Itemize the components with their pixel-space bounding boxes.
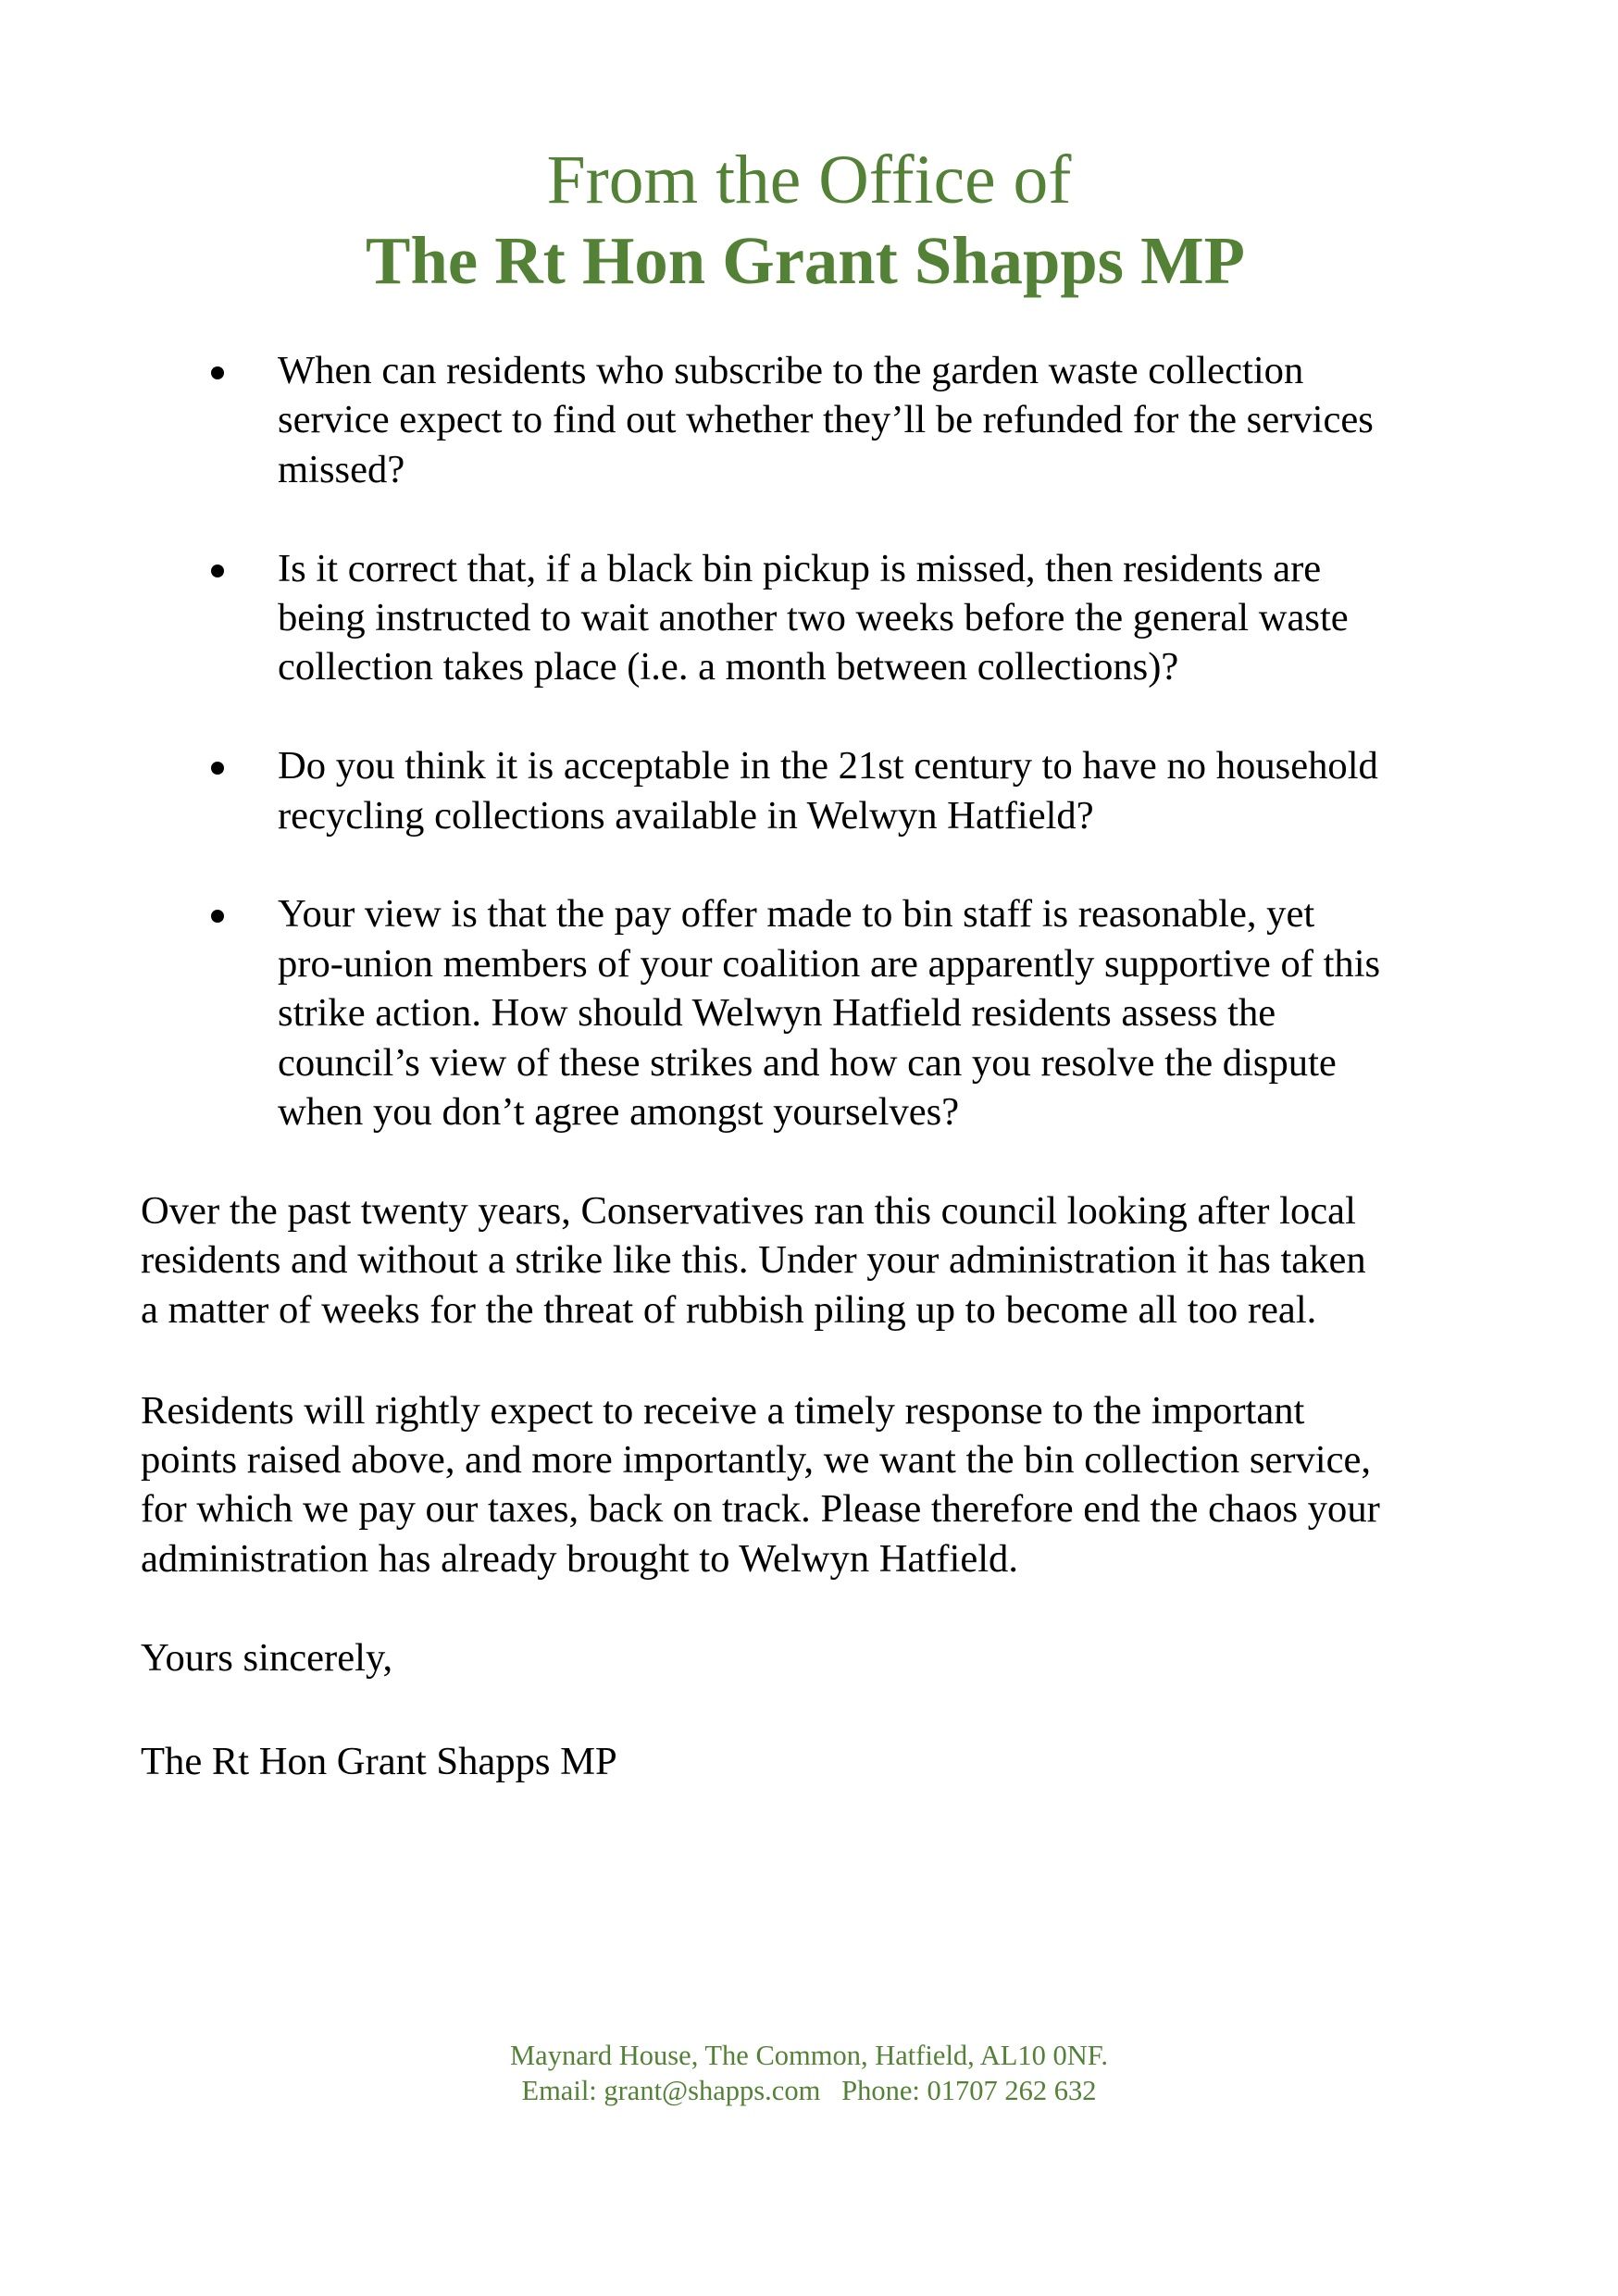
- text-line: points raised above, and more importantly, we want the bin collection service,: [141, 1438, 1372, 1482]
- bullet-icon: [211, 910, 224, 923]
- bullet-text: [278, 741, 1378, 840]
- bullet-icon: [211, 565, 224, 577]
- text-line: a matter of weeks for the threat of rubbish piling up to become all too real.: [141, 1287, 1317, 1332]
- bullet-text: [278, 544, 1349, 692]
- text-line: residents and without a strike like this. Under your administration it has taken: [141, 1238, 1366, 1283]
- header-from-office: From the Office of: [546, 142, 1072, 218]
- text-line: pro-union members of your coalition are apparently supportive of this: [278, 941, 1381, 986]
- text-line: strike action. How should Welwyn Hatfield residents assess the: [278, 991, 1276, 1036]
- bullet-icon: [211, 366, 224, 379]
- closing-salutation: Yours sincerely,: [141, 1636, 393, 1680]
- text-line: for which we pay our taxes, back on track. Please therefore end the chaos your: [141, 1487, 1380, 1532]
- header-mp-name: The Rt Hon Grant Shapps MP: [366, 223, 1245, 298]
- bullet-icon: [211, 762, 224, 775]
- text-line: service expect to find out whether they’ll be refunded for the services: [278, 398, 1374, 442]
- text-line: recycling collections available in Welwyn Hatfield?: [278, 793, 1094, 838]
- text-line: Over the past twenty years, Conservatives ran this council looking after local: [141, 1189, 1356, 1233]
- text-line: missed?: [278, 447, 405, 491]
- signature-name: The Rt Hon Grant Shapps MP: [141, 1740, 617, 1783]
- footer-address: Maynard House, The Common, Hatfield, AL10 0NF.: [510, 2040, 1108, 2071]
- body-paragraph-1: [141, 1186, 1366, 1334]
- text-line: Your view is that the pay offer made to bin staff is reasonable, yet: [278, 892, 1315, 937]
- text-line: Residents will rightly expect to receive a timely response to the important: [141, 1388, 1305, 1433]
- footer-email-phone: Email: grant@shapps.com Phone: 01707 262 632: [521, 2074, 1097, 2106]
- text-line: collection takes place (i.e. a month between collections)?: [278, 645, 1179, 689]
- text-line: administration has already brought to Welwyn Hatfield.: [141, 1536, 1019, 1581]
- footer-contact: [0, 2039, 1618, 2108]
- body-paragraph-2: [141, 1386, 1380, 1584]
- bullet-text: [278, 346, 1374, 494]
- text-line: council’s view of these strikes and how can you resolve the dispute: [278, 1040, 1337, 1085]
- text-line: when you don’t agree amongst yourselves?: [278, 1090, 960, 1135]
- text-line: When can residents who subscribe to the garden waste collection: [278, 349, 1304, 392]
- text-line: being instructed to wait another two weeks before the general waste: [278, 596, 1349, 639]
- text-line: Is it correct that, if a black bin pickup is missed, then residents are: [278, 546, 1322, 590]
- text-line: Do you think it is acceptable in the 21st century to have no household: [278, 744, 1378, 788]
- bullet-text: [278, 889, 1380, 1136]
